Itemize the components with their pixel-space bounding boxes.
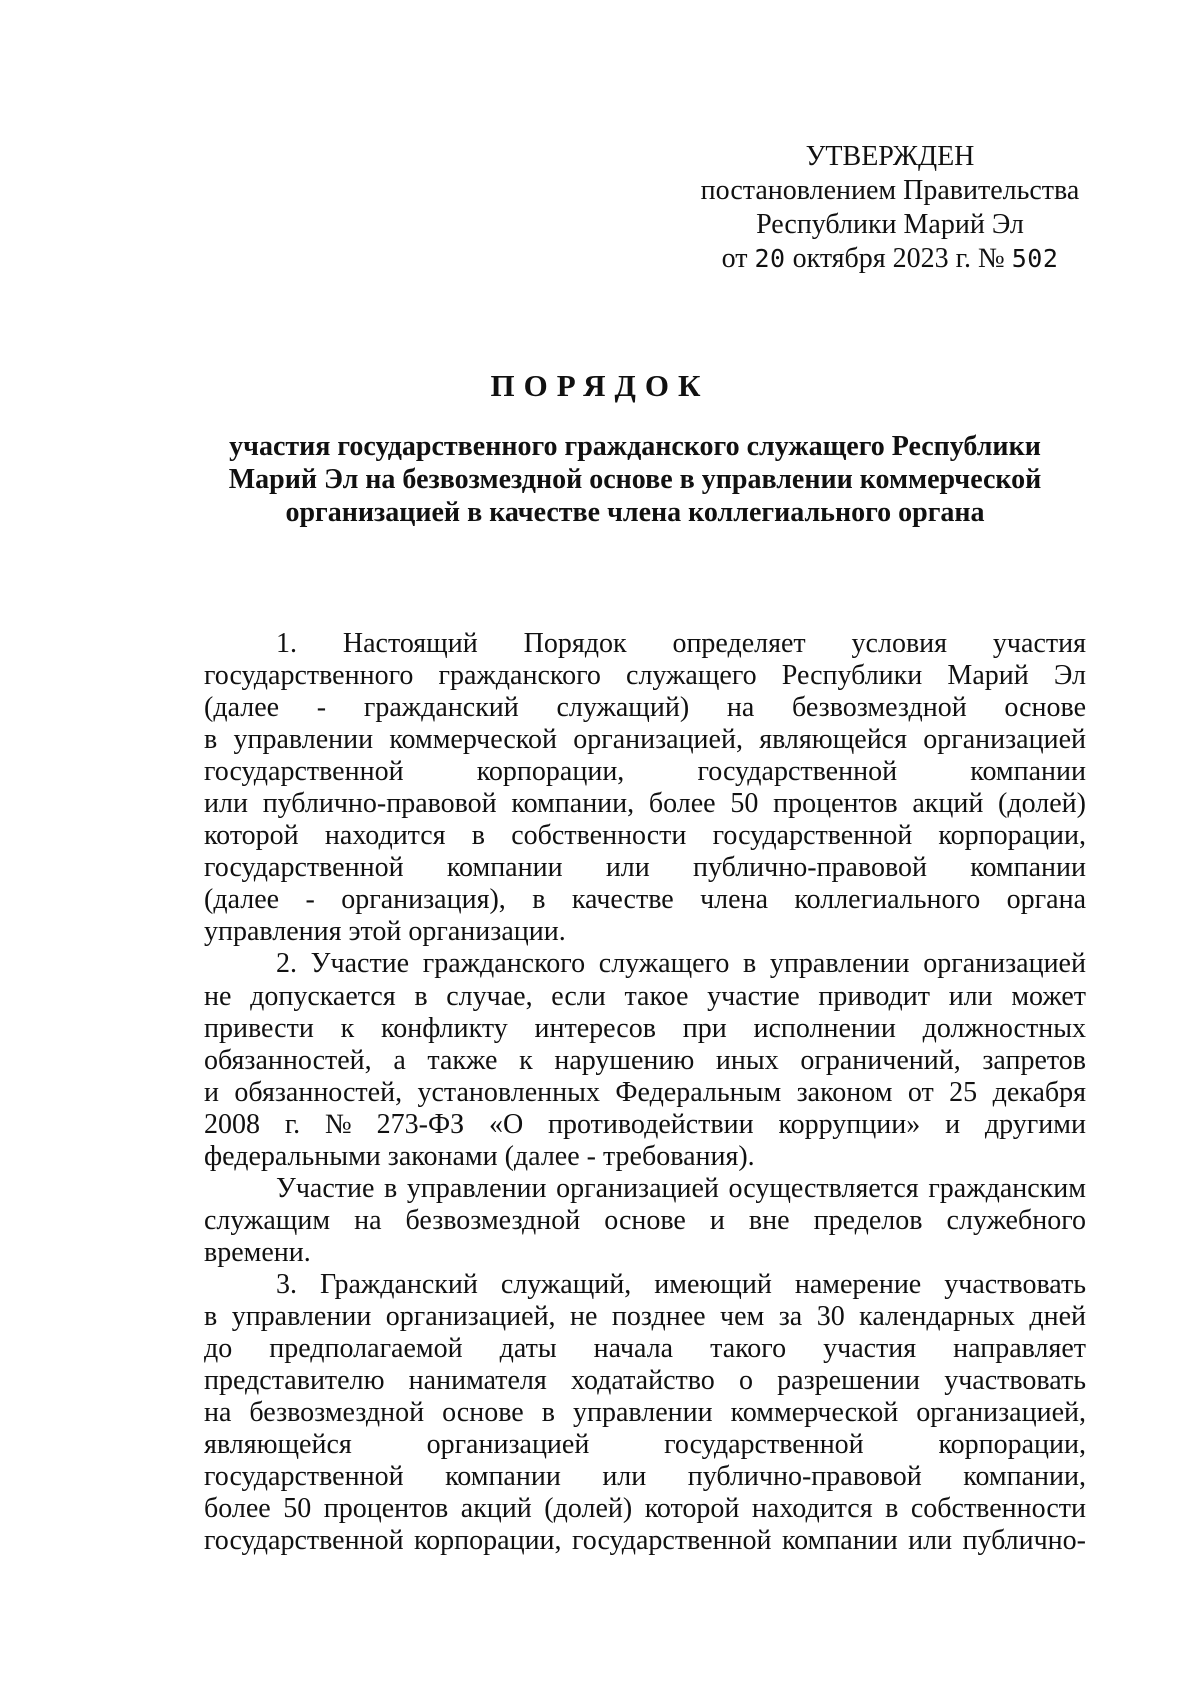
document-body bbox=[204, 628, 1086, 1557]
text-line: государственной компании или публично-правовой компании, bbox=[204, 1461, 1087, 1493]
paragraph-1 bbox=[204, 628, 1086, 948]
text-line: не допускается в случае, если такое участие приводит или может bbox=[204, 980, 1086, 1012]
approval-block bbox=[690, 140, 1090, 276]
text-line: служащим на безвозмездной основе и вне пределов служебного bbox=[204, 1204, 1086, 1236]
text-line: которой находится в собственности государственной корпорации, bbox=[204, 820, 1086, 852]
paragraph-2 bbox=[204, 948, 1086, 1172]
approval-republic: Республики Марий Эл bbox=[756, 209, 1024, 240]
text-line: и обязанностей, установленных Федеральным законом от 25 декабря bbox=[204, 1076, 1087, 1108]
subtitle-line: Марий Эл на безвозмездной основе в управлении коммерческой bbox=[228, 464, 1042, 495]
approval-date-day: 20 bbox=[754, 244, 786, 273]
approval-number: 502 bbox=[1011, 244, 1059, 273]
text-line: 2008 г. № 273-ФЗ «О противодействии коррупции» и другими bbox=[204, 1108, 1086, 1140]
approval-date-prefix: от bbox=[721, 243, 748, 274]
paragraph-4 bbox=[204, 1269, 1086, 1557]
text-line: представителю нанимателя ходатайство о разрешении участвовать bbox=[204, 1365, 1086, 1397]
text-line: управления этой организации. bbox=[204, 916, 566, 948]
approval-resolution: постановлением Правительства bbox=[700, 175, 1080, 206]
subtitle-line: организацией в качестве члена коллегиального органа bbox=[285, 497, 985, 528]
text-line: Участие в управлении организацией осуществляется гражданским bbox=[276, 1172, 1086, 1204]
text-line: на безвозмездной основе в управлении коммерческой организацией, bbox=[204, 1397, 1086, 1429]
text-line: более 50 процентов акций (долей) которой находится в собственности bbox=[204, 1493, 1086, 1525]
text-line: 2. Участие гражданского служащего в управлении организацией bbox=[276, 948, 1086, 980]
text-line: 3. Гражданский служащий, имеющий намерение участвовать bbox=[276, 1268, 1087, 1300]
text-line: в управлении коммерческой организацией, являющейся организацией bbox=[204, 724, 1086, 756]
text-line: государственного гражданского служащего Республики Марий Эл bbox=[204, 660, 1086, 692]
text-line: обязанностей, а также к нарушению иных ограничений, запретов bbox=[204, 1044, 1086, 1076]
text-line: до предполагаемой даты начала такого участия направляет bbox=[204, 1333, 1086, 1365]
paragraph-3 bbox=[204, 1173, 1086, 1269]
subtitle-line: участия государственного гражданского служащего Республики bbox=[229, 431, 1041, 462]
text-line: государственной компании или публично-правовой компании bbox=[204, 852, 1087, 884]
text-line: являющейся организацией государственной корпорации, bbox=[204, 1429, 1087, 1461]
text-line: или публично-правовой компании, более 50 процентов акций (долей) bbox=[204, 788, 1086, 820]
text-line: государственной корпорации, государственной компании или публично- bbox=[204, 1525, 1086, 1557]
approval-date bbox=[690, 242, 1090, 276]
text-line: федеральными законами (далее - требования). bbox=[204, 1140, 755, 1172]
approval-heading: УТВЕРЖДЕН bbox=[805, 141, 975, 172]
document-subtitle bbox=[210, 430, 1060, 529]
text-line: 1. Настоящий Порядок определяет условия участия bbox=[276, 628, 1086, 659]
text-line: привести к конфликту интересов при исполнении должностных bbox=[204, 1012, 1087, 1044]
text-line: государственной корпорации, государственной компании bbox=[204, 756, 1086, 788]
text-line: (далее - гражданский служащий) на безвозмездной основе bbox=[204, 692, 1087, 724]
text-line: в управлении организацией, не позднее чем за 30 календарных дней bbox=[204, 1300, 1087, 1332]
document-title: ПОРЯДОК bbox=[490, 368, 710, 403]
approval-date-rest: октября 2023 г. № bbox=[792, 243, 1005, 274]
text-line: времени. bbox=[204, 1236, 311, 1268]
text-line: (далее - организация), в качестве члена коллегиального органа bbox=[204, 884, 1087, 916]
